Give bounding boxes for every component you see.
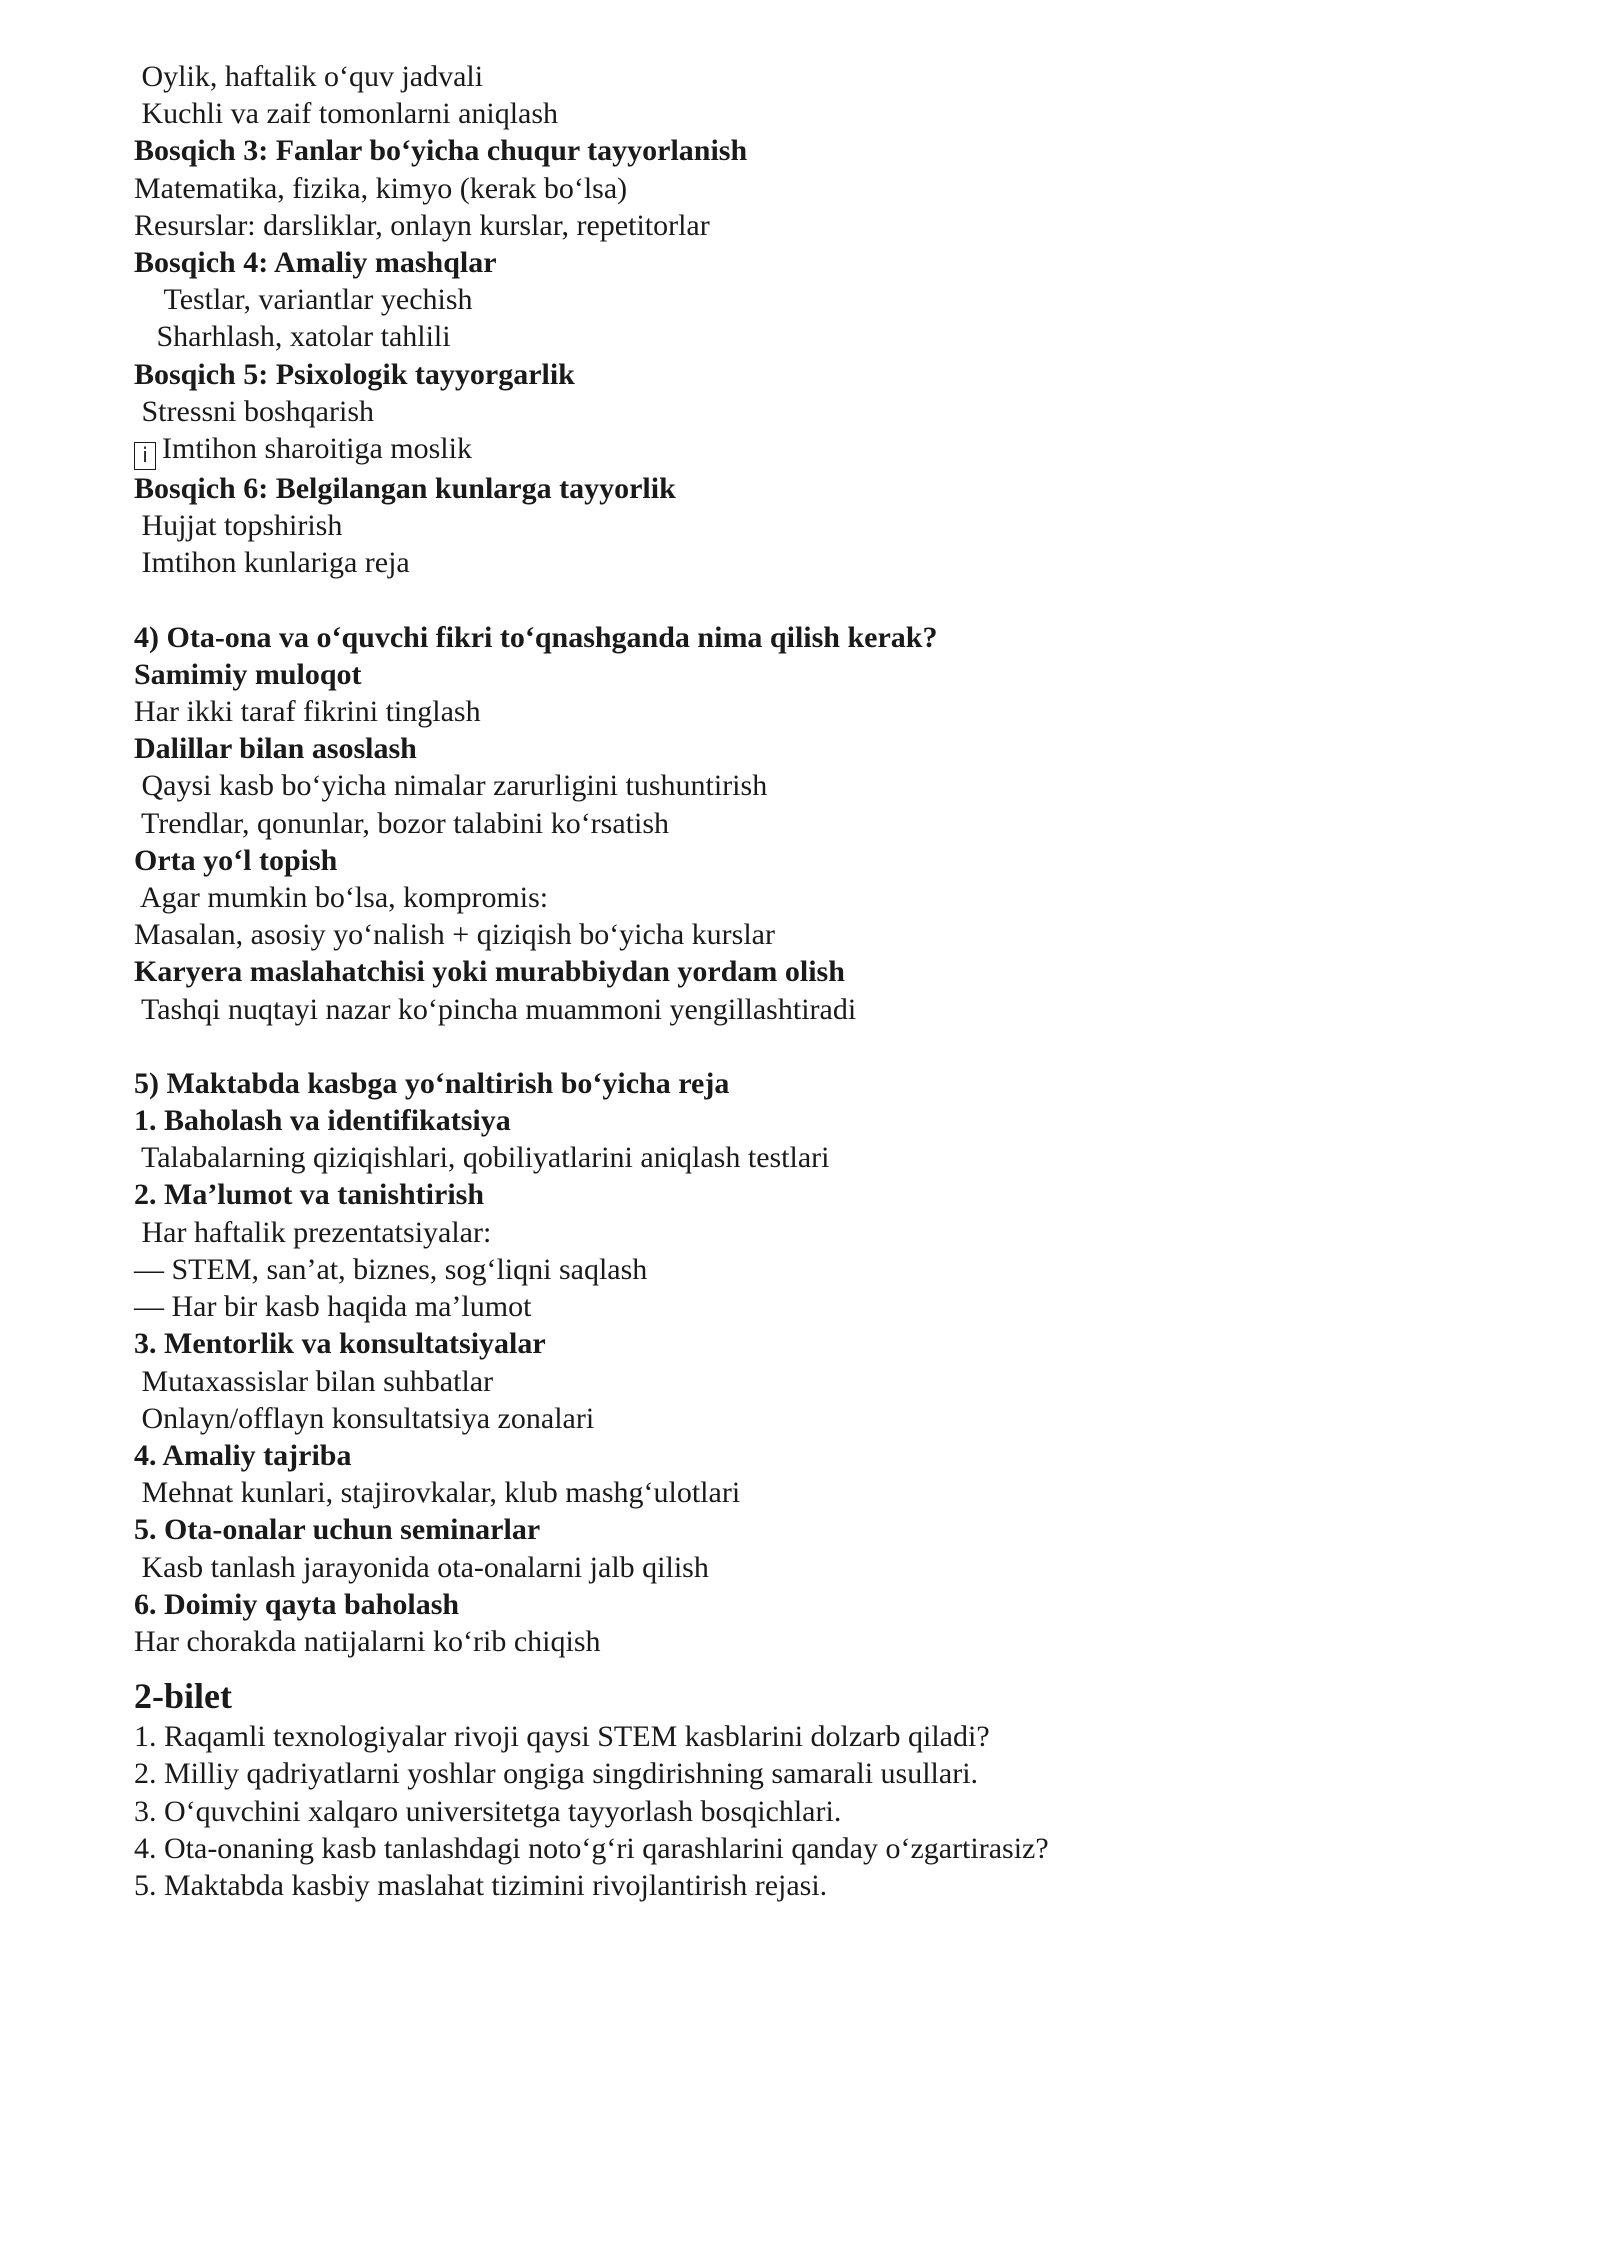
text-line: Tashqi nuqtayi nazar ko‘pincha muammoni yengillashtiradi: [134, 992, 857, 1026]
text-line: Resurslar: darsliklar, onlayn kurslar, repetitorlar: [134, 208, 710, 242]
sub-heading: 2. Ma’lumot va tanishtirish: [134, 1178, 485, 1212]
text-line: Testlar, variantlar yechish: [134, 283, 473, 317]
section-heading: Bosqich 6: Belgilangan kunlarga tayyorlik: [134, 472, 676, 506]
text-line: Masalan, asosiy yo‘nalish + qiziqish bo‘yicha kurslar: [134, 918, 775, 952]
sub-heading: Orta yo‘l topish: [134, 843, 338, 877]
section-heading: Bosqich 5: Psixologik tayyorgarlik: [134, 357, 575, 391]
sub-heading: 1. Baholash va identifikatsiya: [134, 1104, 511, 1138]
section-heading: Bosqich 3: Fanlar bo‘yicha chuqur tayyorlanish: [134, 134, 748, 168]
text-line-with-icon: [134, 430, 1534, 470]
sub-heading: Karyera maslahatchisi yoki murabbiydan yordam olish: [134, 955, 845, 989]
text-line: Stressni boshqarish: [134, 394, 374, 428]
question-heading: 5) Maktabda kasbga yo‘naltirish bo‘yicha reja: [134, 1066, 730, 1100]
text-line: Qaysi kasb bo‘yicha nimalar zarurligini tushuntirish: [134, 769, 768, 803]
sub-heading: 3. Mentorlik va konsultatsiyalar: [134, 1327, 546, 1361]
text-line: Talabalarning qiziqishlari, qobiliyatlarini aniqlash testlari: [134, 1141, 830, 1175]
ticket-question: 4. Ota-onaning kasb tanlashdagi noto‘g‘ri qarashlarini qanday o‘zgartirasiz?: [134, 1831, 1049, 1865]
text-line: Kuchli va zaif tomonlarni aniqlash: [134, 97, 559, 131]
ticket-question: 5. Maktabda kasbiy maslahat tizimini rivojlantirish rejasi.: [134, 1868, 828, 1902]
sub-heading: 6. Doimiy qayta baholash: [134, 1587, 460, 1621]
text-line: — Har bir kasb haqida ma’lumot: [134, 1290, 532, 1324]
text-line: Agar mumkin bo‘lsa, kompromis:: [134, 881, 549, 915]
ticket-question: 1. Raqamli texnologiyalar rivoji qaysi STEM kasblarini dolzarb qiladi?: [134, 1720, 990, 1754]
ticket-title: 2-bilet: [134, 1676, 232, 1717]
text-line: Har ikki taraf fikrini tinglash: [134, 695, 481, 729]
text-line: Har chorakda natijalarni ko‘rib chiqish: [134, 1624, 601, 1658]
text-line: Sharhlash, xatolar tahlili: [134, 320, 451, 354]
sub-heading: 4. Amaliy tajriba: [134, 1438, 352, 1472]
text-line: Trendlar, qonunlar, bozor talabini ko‘rsatish: [134, 806, 670, 840]
document-page: [134, 58, 1534, 1904]
ticket-question: 3. O‘quvchini xalqaro universitetga tayyorlash bosqichlari.: [134, 1794, 842, 1828]
spacer: [134, 1028, 1534, 1065]
text-line: Kasb tanlash jarayonida ota-onalarni jalb qilish: [134, 1550, 709, 1584]
sub-heading: Samimiy muloqot: [134, 657, 362, 691]
text-line: Oylik, haftalik o‘quv jadvali: [134, 60, 484, 93]
text-line: Imtihon kunlariga reja: [134, 546, 410, 580]
text-line: Hujjat topshirish: [134, 509, 343, 543]
text-line: Mutaxassislar bilan suhbatlar: [134, 1364, 494, 1398]
text-line: Onlayn/offlayn konsultatsiya zonalari: [134, 1401, 595, 1435]
spacer: [134, 1660, 1534, 1664]
text-line: Matematika, fizika, kimyo (kerak bo‘lsa): [134, 171, 628, 205]
text-line: Mehnat kunlari, stajirovkalar, klub mashg‘ulotlari: [134, 1476, 741, 1510]
info-symbol-icon: i: [134, 442, 156, 470]
sub-heading: 5. Ota-onalar uchun seminarlar: [134, 1513, 541, 1547]
question-heading: 4) Ota-ona va o‘quvchi fikri to‘qnashganda nima qilish kerak?: [134, 620, 938, 654]
spacer: [134, 582, 1534, 619]
sub-heading: Dalillar bilan asoslash: [134, 732, 417, 766]
text-line: — STEM, san’at, biznes, sog‘liqni saqlash: [134, 1252, 648, 1286]
text-line: Har haftalik prezentatsiyalar:: [134, 1215, 492, 1249]
text-line: Imtihon sharoitiga moslik: [162, 432, 472, 466]
section-heading: Bosqich 4: Amaliy mashqlar: [134, 246, 497, 280]
ticket-question: 2. Milliy qadriyatlarni yoshlar ongiga singdirishning samarali usullari.: [134, 1757, 979, 1791]
